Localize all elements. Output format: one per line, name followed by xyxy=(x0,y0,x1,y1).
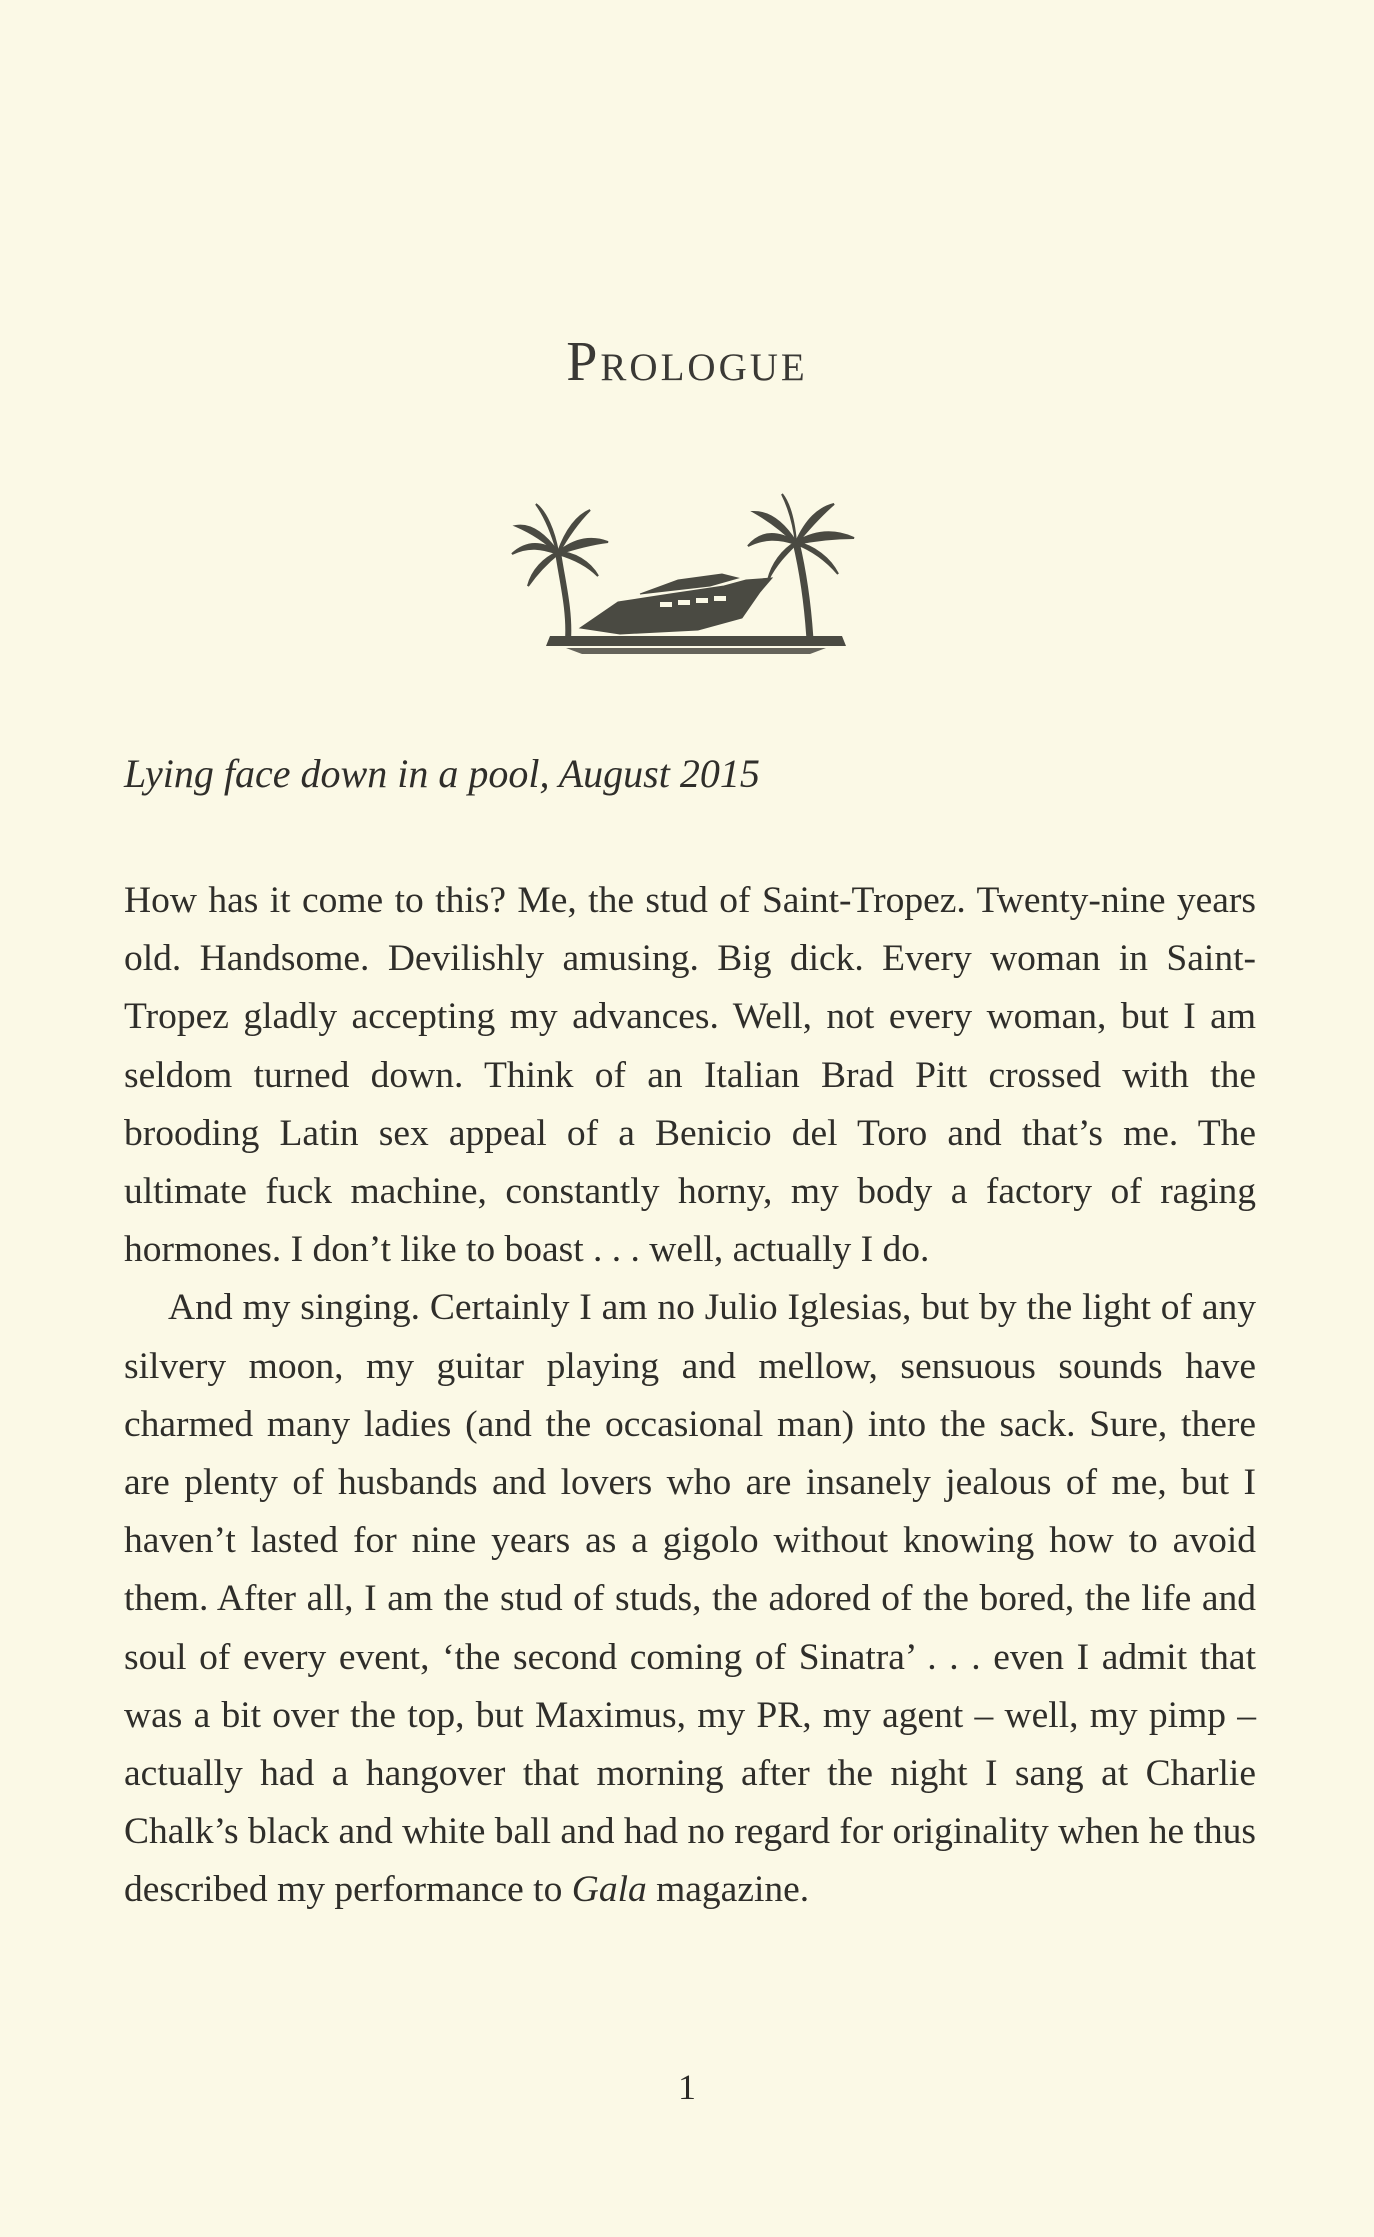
paragraph-text: And my singing. Certainly I am no Julio Iglesias, but by the light of any silvery moon, my guitar playing and mellow, sensuous sounds have charmed many ladies (and the occasional man) into the sack. Sure, there are plenty of husbands and lovers who are insanely jealous of me, but I haven’t lasted for nine years as a gigolo without knowing how to avoid them. After all, I am the stud of studs, the adored of the bored, the life and soul of every event, ‘the second coming of Sinatra’ . . . even I admit that was a bit over the top, but Maximus, my PR, my agent – well, my pimp – actually had a hangover that morning after the night I sang at Charlie Chalk’s black and white ball and had no regard for originality when he thus described my performance to xyxy=(124,1287,1256,1911)
chapter-title: Prologue xyxy=(566,331,808,393)
body-text xyxy=(124,872,1256,1920)
magazine-title: Gala xyxy=(571,1869,647,1911)
paragraph xyxy=(124,1279,1256,1919)
palm-trees-yacht-icon xyxy=(510,490,880,660)
paragraph-text-end: magazine. xyxy=(646,1869,810,1911)
paragraph: How has it come to this? Me, the stud of Saint-Tropez. Twenty-nine years old. Handsome. Devilishly amusing. Big dick. Every woman in Saint-Tropez gladly accepting my advances. Well, not every woman, but I am seldom turned down. Think of an Italian Brad Pitt crossed with the brooding Latin sex appeal of a Benicio del Toro and that’s me. The ultimate fuck machine, constantly horny, my body a factory of raging hormones. I don’t like to boast . . . well, actually I do. xyxy=(124,880,1256,1271)
epigraph: Lying face down in a pool, August 2015 xyxy=(124,751,760,796)
page-number: 1 xyxy=(678,2067,696,2107)
